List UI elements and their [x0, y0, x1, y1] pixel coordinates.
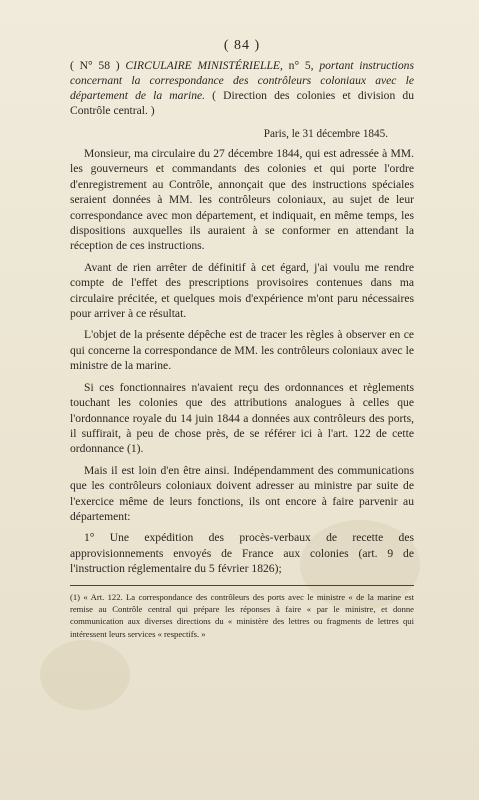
circular-subject: , portant instructions concernant la correspondance des contrôleurs coloniaux avec le département de la marine. [70, 59, 414, 102]
page-number: ( 84 ) [223, 38, 261, 53]
circular-number: ( N° 58 ) [70, 59, 120, 72]
document-body [70, 38, 414, 640]
circular-direction: ( Direction des colonies et division du Contrôle central. ) [70, 89, 414, 117]
paragraph: Mais il est loin d'en être ainsi. Indépendamment des communications que les contrôleurs coloniaux doivent adresser au ministre par suite de l'exercice même de leurs fonctions, ils ont encore à faire parvenir au département: [70, 463, 414, 523]
footnote: (1) « Art. 122. La correspondance des contrôleurs des ports avec le ministre « de la marine est remise au Contrôle central qui prépare les réponses à faire « par le ministre, et donne communication aux diverses directions du « ministère des lettres ou fragments de lettres qui intéressent leurs services « respectifs. » [70, 591, 414, 639]
paragraph: Avant de rien arrêter de définitif à cet égard, j'ai voulu me rendre compte de l'effet des prescriptions provisoires contenues dans ma circulaire précitée, et quelques mois d'expérience m'ont paru nécessaires pour arriver à ce résultat. [70, 260, 414, 321]
circular-subnumber: , n° 5 [279, 59, 311, 72]
circular-title: CIRCULAIRE MINISTÉRIELLE [125, 59, 280, 72]
footnote-divider [70, 585, 414, 586]
circular-heading [70, 58, 414, 118]
paragraph: 1° Une expédition des procès-verbaux de recette des approvisionnements envoyés de France aux colonies (art. 9 de l'instruction réglementaire du 5 février 1826); [70, 531, 414, 576]
paper-stain [40, 640, 130, 710]
paragraph: L'objet de la présente dépêche est de tracer les règles à observer en ce qui concerne la correspondance de MM. les contrôleurs coloniaux avec le ministre de la marine. [70, 328, 414, 373]
paragraph: Si ces fonctionnaires n'avaient reçu des ordonnances et règlements touchant les colonies que des attributions analogues à celles que l'ordonnance royale du 14 juin 1844 a données aux contrôleurs des ports, il suffirait, à peu de chose près, de se référer ici à l'art. 122 de cette ordonnance (1). [70, 380, 414, 456]
paragraph: Monsieur, ma circulaire du 27 décembre 1844, qui est adressée à MM. les gouverneurs et commandants des colonies et qui porte l'ordre d'enregistrement au Contrôle, annonçait que des instructions spéciales seraient données à MM. les contrôleurs coloniaux, au sujet de leur correspondance avec mon département, et indiquait, en même temps, les dispositions auxquelles ils auraient à se conformer en attendant la réception de ces instructions. [70, 147, 414, 253]
dateline: Paris, le 31 décembre 1845. [263, 128, 388, 140]
